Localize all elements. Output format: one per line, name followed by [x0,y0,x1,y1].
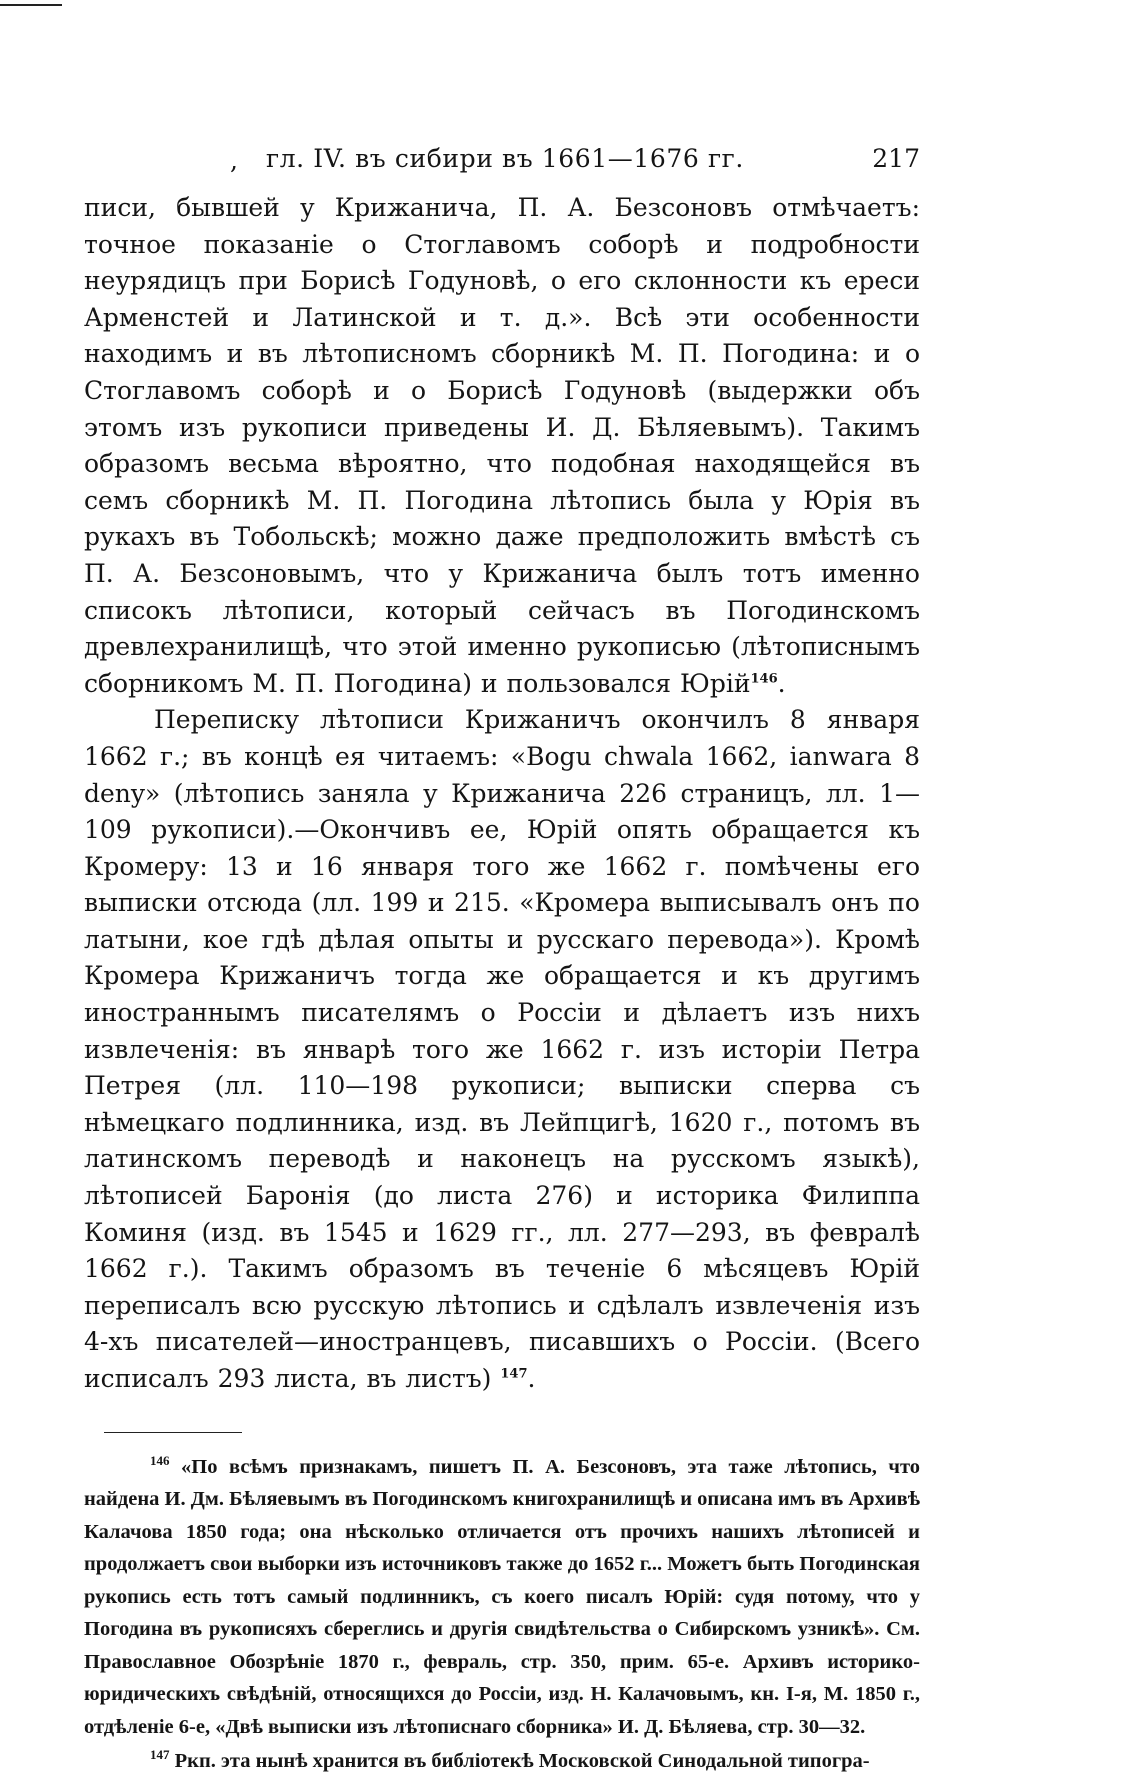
paragraph-continuation [84,190,920,702]
chapter-title: гл. IV. въ сибири въ 1661—1676 гг. [266,144,744,173]
footnote-number: 147 [150,1747,170,1763]
paragraph-text: Переписку лѣтописи Крижаничъ окончилъ 8 января 1662 г.; въ концѣ ея читаемъ: «Bogu chwala 1662, ianwara 8 deny» (лѣтопись заняла у Крижанича 226 страницъ, лл. 1—109 рукописи).—Окончивъ ее, Юрій опять обращается къ Кромеру: 13 и 16 января того же 1662 г. помѣчены его выписки отсюда (лл. 199 и 215. «Кромера выписывалъ онъ по латыни, кое гдѣ дѣлая опыты и русскаго перевода»). Кромѣ Кромера Крижаничъ тогда же обращается и къ другимъ иностраннымъ писателямъ о Россіи и дѣлаетъ изъ нихъ извлеченія: въ январѣ того же 1662 г. изъ исторіи Петра Петрея (лл. 110—198 рукописи; выписки сперва съ нѣмецкаго подлинника, изд. въ Лейпцигѣ, 1620 г., потомъ въ латинскомъ переводѣ и наконецъ на русскомъ языкѣ), лѣтописей Баронія (до листа 276) и историка Филиппа Коминя (изд. въ 1545 и 1629 гг., лл. 277—293, въ февралѣ 1662 г.). Такимъ образомъ въ теченіе 6 мѣсяцевъ Юрій переписалъ всю русскую лѣтопись и сдѣлалъ извлеченія изъ 4-хъ писателей—иностранцевъ, писавшихъ о Россіи. (Всего исписалъ 293 листа, въ листъ) [84,705,920,1393]
footnote-divider [104,1432,242,1433]
paragraph-end: . [527,1364,536,1393]
footnote-text: «По всѣмъ признакамъ, пишетъ П. А. Безсоновъ, эта таже лѣтопись, что найдена И. Дм. Бѣляевымъ въ Погодинскомъ книгохранилищѣ и описана имъ въ Архивѣ Калачова 1850 года; она нѣсколько отличается отъ прочихъ нашихъ лѣтописей и продолжаетъ свои выборки изъ источниковъ также до 1652 г... Можетъ быть Погодинская рукопись есть тотъ самый подлинникъ, съ коего писалъ Юрій: судя потому, что у Погодина въ рукописяхъ сбереглись и другія свидѣтельства о Сибирскомъ узникѣ». См. Православное Обозрѣніе 1870 г., февраль, стр. 350, прим. 65-е. Архивъ историко-юридическихъ свѣдѣній, относящихся до Россіи, изд. Н. Калачовымъ, кн. I-я, М. 1850 г., отдѣленіе 6-е, «Двѣ выписки изъ лѣтописнаго сборника» И. Д. Бѣляева, стр. 30—32. [84,1455,920,1738]
running-header [84,142,920,182]
paragraph [84,702,920,1397]
paragraph-text: писи, бывшей у Крижанича, П. А. Безсоновъ отмѣчаетъ: точное показаніе о Стоглавомъ соборѣ и подробности неурядицъ при Борисѣ Годуновѣ, о его склонности къ ереси Арменстей и Латинской и т. д.». Всѣ эти особенности находимъ и въ лѣтописномъ сборникѣ М. П. Погодина: и о Стоглавомъ соборѣ и о Борисѣ Годуновѣ (выдержки объ этомъ изъ рукописи приведены И. Д. Бѣляевымъ). Такимъ образомъ весьма вѣроятно, что подобная находящейся въ семъ сборникѣ М. П. Погодина лѣтопись была у Юрія въ рукахъ въ Тобольскѣ; можно даже предположить вмѣстѣ съ П. А. Безсоновымъ, что у Крижанича былъ тотъ именно списокъ лѣтописи, который сейчасъ въ Погодинскомъ древлехранилищѣ, что этой именно рукописью (лѣтописнымъ сборникомъ М. П. Погодина) и пользовался Юрій [84,193,920,698]
page-number: 217 [872,144,920,173]
book-page [84,142,920,1778]
footnote-146 [84,1451,920,1744]
header-mark: , [230,146,238,175]
main-text [84,190,920,1398]
footnote-ref[interactable]: 147 [500,1366,528,1382]
paragraph-end: . [777,668,786,698]
page-edge-rule [0,4,62,6]
footnote-ref[interactable]: 146 [750,671,778,687]
footnotes [84,1451,920,1778]
footnote-147 [84,1745,920,1778]
footnote-number: 146 [150,1452,170,1468]
footnote-text: Ркп. эта нынѣ хранится въ библіотекѣ Московской Синодальной типогра- [169,1750,870,1773]
